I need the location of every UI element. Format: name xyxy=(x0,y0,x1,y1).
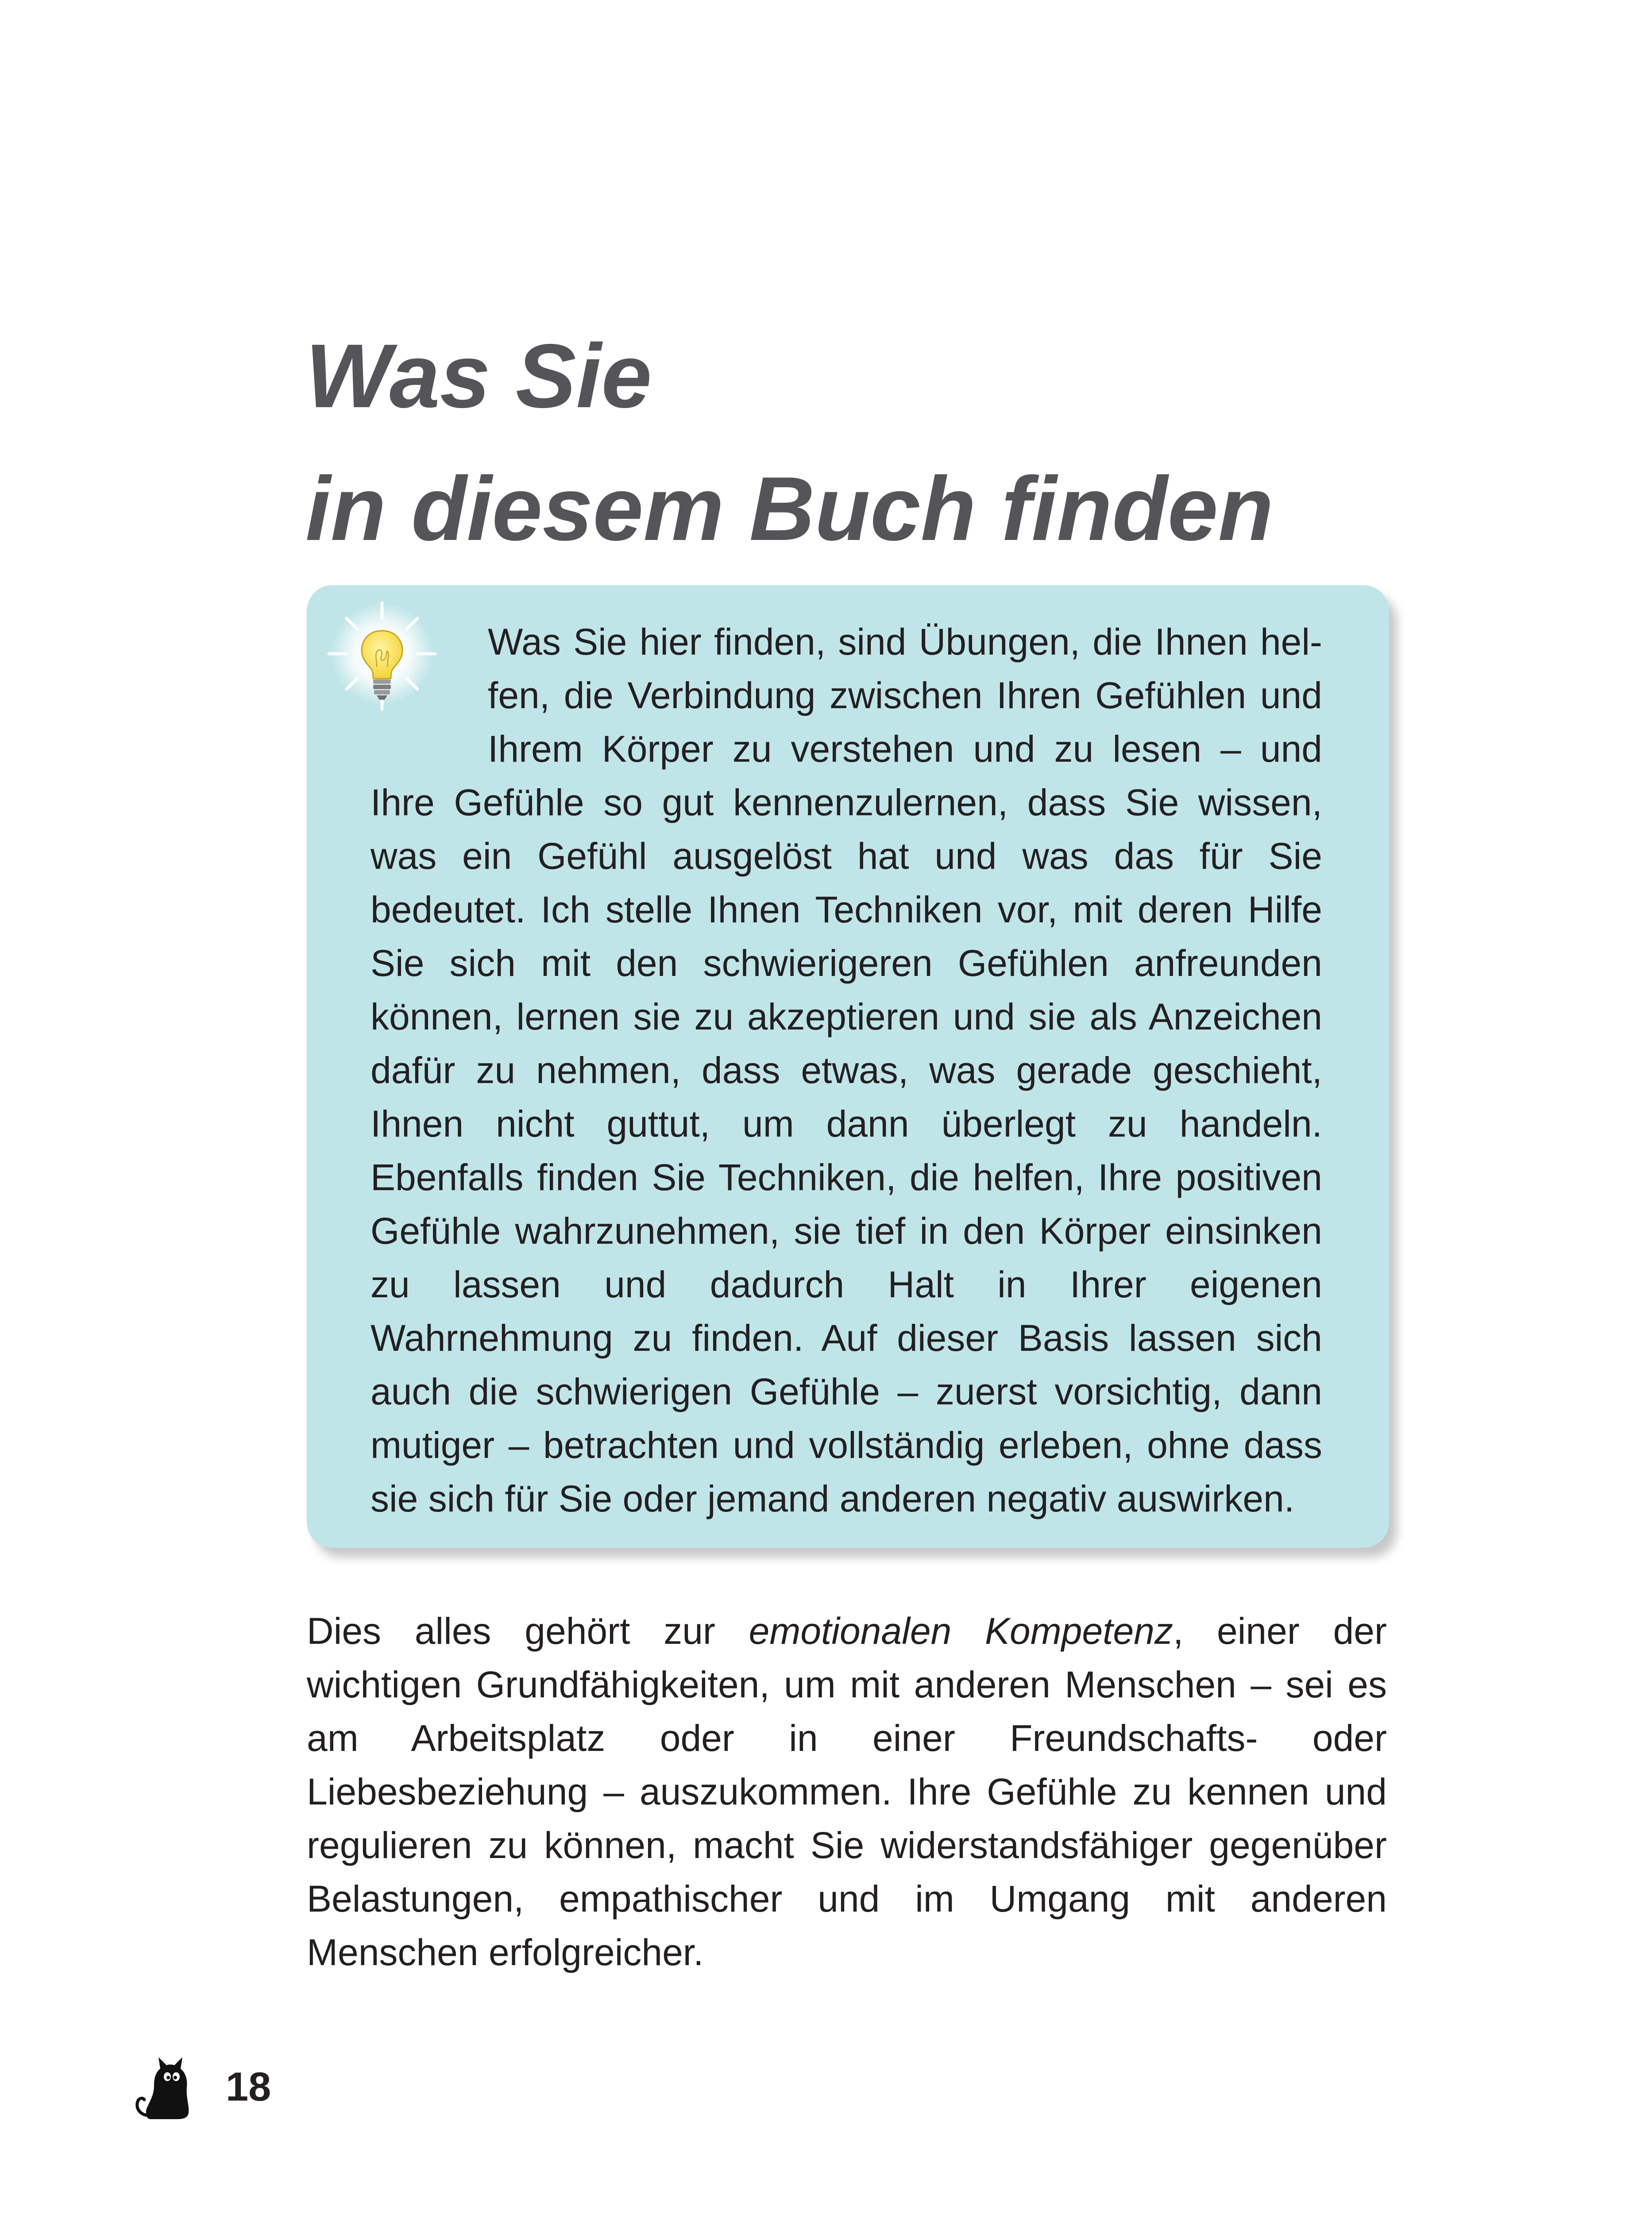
page-number: 18 xyxy=(226,2064,271,2109)
page-title-line-2: in diesem Buch finden xyxy=(305,458,1274,559)
tip-text-content: Was Sie hier finden, sind Übungen, die Ihnen helfen, die Verbindung zwischen Ihren Gefühlen und Ihrem Körper zu verstehen und zu lesen – und Ihre Gefühle so gut kennenzulernen, dass Sie wissen, was ein Gefühl ausgelöst hat und was das für Sie bedeutet. Ich stelle Ihnen Techniken vor, mit deren Hilfe Sie sich mit den schwierigeren Gefühlen anfreunden können, lernen sie zu akzeptieren und sie als Anzeichen dafür zu nehmen, dass etwas, was gerade geschieht, Ihnen nicht guttut, um dann überlegt zu handeln. Ebenfalls finden Sie Techniken, die helfen, Ihre positiven Gefühle wahrzunehmen, sie tief in den Körper einsinken zu lassen und dadurch Halt in Ihrer eigenen Wahrnehmung zu finden. Auf dieser Basis lassen sich auch die schwierigen Gefühle – zuerst vorsichtig, dann mutiger – betrachten und vollständig erleben, ohne dass sie sich für Sie oder jemand anderen negativ auswirken. xyxy=(371,621,1322,1519)
body-text-end: , einer der wichtigen Grundfähigkeiten, um mit anderen Menschen – sei es am Arbeitsplatz oder in einer Freundschafts- oder Liebesbeziehung – auszukommen. Ihre Gefühle zu kennen und regulieren zu können, macht Sie widerstandsfähiger gegenüber Belastungen, empathischer und im Umgang mit anderen Menschen erfolgreicher. xyxy=(307,1610,1387,1973)
body-text-emphasis: emotionalen Kompetenz xyxy=(749,1610,1173,1652)
page-footer xyxy=(133,2049,271,2124)
page-title-line-1: Was Sie xyxy=(305,325,652,427)
tip-box xyxy=(307,585,1389,1548)
tip-icon-spacer xyxy=(371,615,488,766)
cat-icon xyxy=(133,2054,195,2120)
tip-text xyxy=(371,615,1322,1526)
body-text-start: Dies alles gehört zur xyxy=(307,1610,749,1652)
body-paragraph xyxy=(307,1604,1387,1979)
page-title xyxy=(305,310,1589,575)
